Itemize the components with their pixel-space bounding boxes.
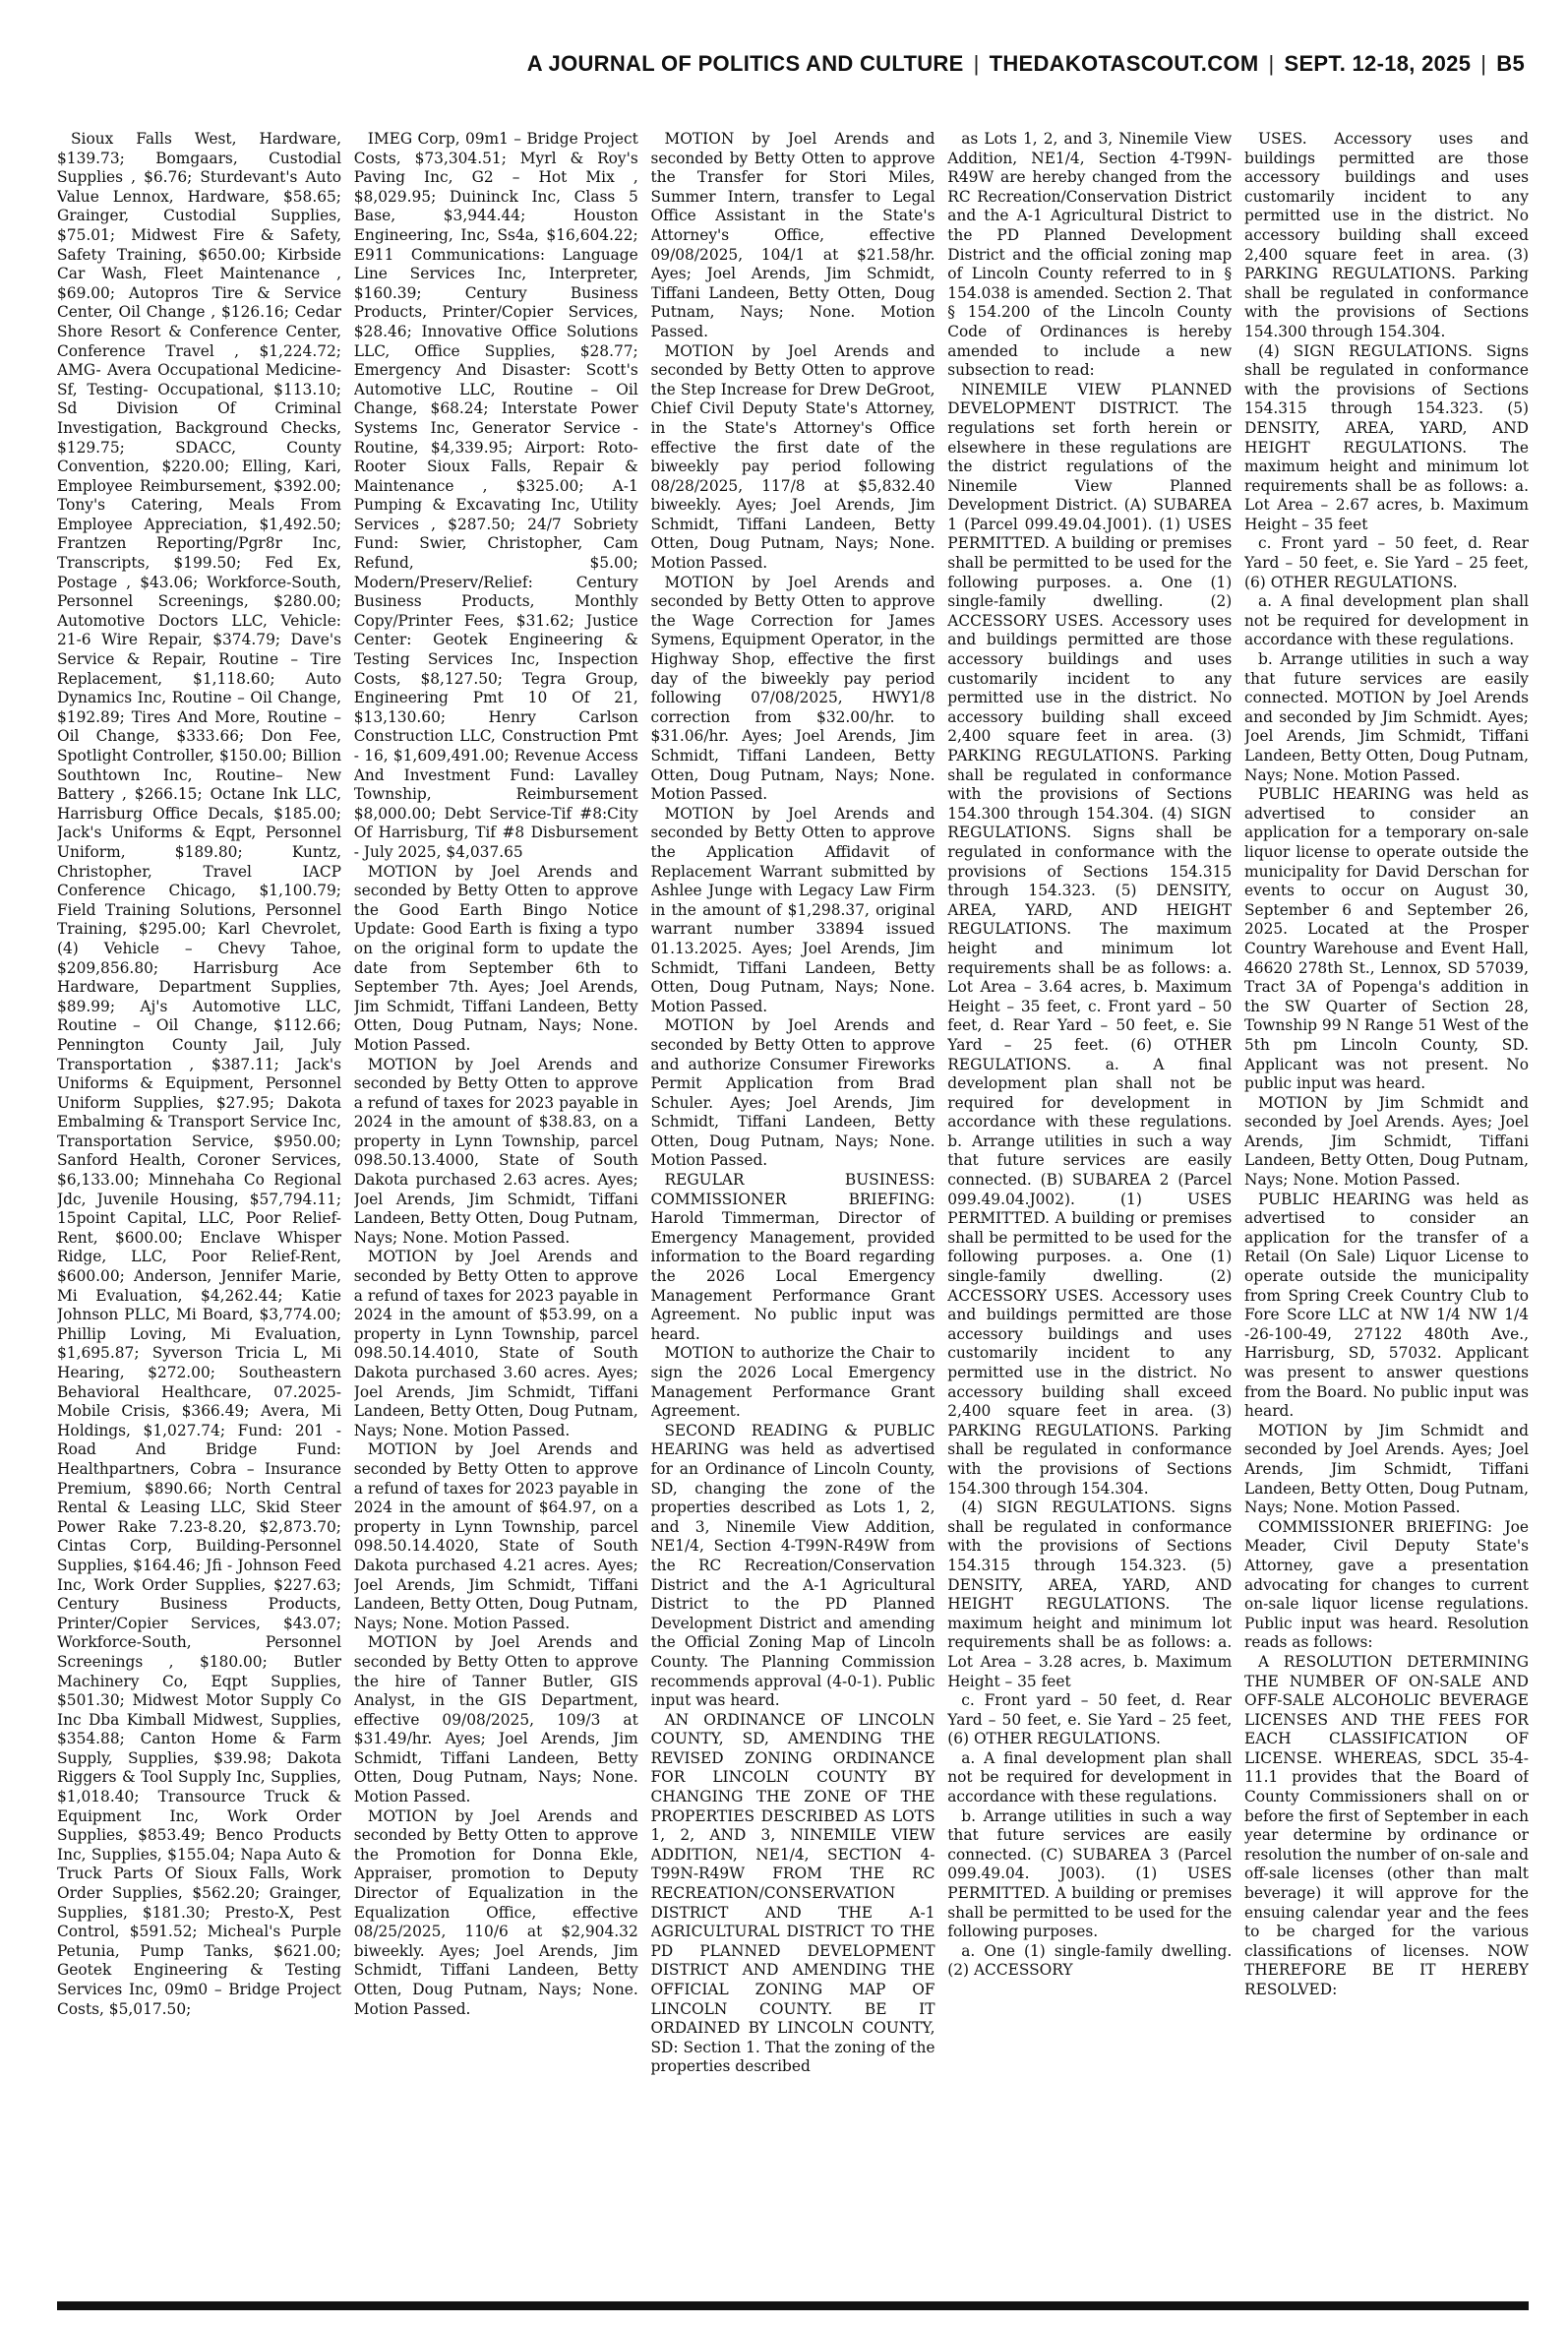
paragraph: MOTION by Joel Arends and seconded by Betty Otten to approve the Transfer for Stori Miles, Summer Intern, transfer to Legal Office Assistant in the State's Attorney's Office, effective 09/08/2025, 104/1 at $21.58/hr. Ayes; Joel Arends, Jim Schmidt, Tiffani Landeen, Betty Otten, Doug Putnam, Nays; None. Motion Passed. <box>650 130 935 340</box>
paragraph: MOTION by Joel Arends and seconded by Betty Otten to approve the hire of Tanner Butler, GIS Analyst, in the GIS Department, effective 09/08/2025, 109/3 at $31.49/hr. Ayes; Joel Arends, Jim Schmidt, Tiffani Landeen, Betty Otten, Doug Putnam, Nays; None. Motion Passed. <box>353 1633 638 1806</box>
paragraph: c. Front yard – 50 feet, d. Rear Yard – 50 feet, e. Sie Yard – 25 feet, (6) OTHER REGULATIONS. <box>1244 534 1529 591</box>
paragraph: SECOND READING & PUBLIC HEARING was held as advertised for an Ordinance of Lincoln County, SD, changing the zone of the properties described as Lots 1, 2, and 3, Ninemile View Addition, NE1/4, Section 4-T99N-R49W from the RC Recreation/Conservation District and the A-1 Agricultural District to the PD Planned Development District and amending the Official Zoning Map of Lincoln County. The Planning Commission recommends approval (4-0-1). Public input was heard. <box>650 1421 935 1710</box>
paragraph: Sioux Falls West, Hardware, $139.73; Bomgaars, Custodial Supplies , $6.76; Sturdevant's Auto Value Lennox, Hardware, $58.65; Grainger, Custodial Supplies, $75.01; Midwest Fire & Safety, Safety Training, $650.00; Kirbside Car Wash, Fleet Maintenance , $69.00; Autopros Tire & Service Center, Oil Change , $126.16; Cedar Shore Resort & Conference Center, Conference Travel , $1,224.72; AMG- Avera Occupational Medicine-Sf, Testing- Occupational, $113.10; Sd Division Of Criminal Investigation, Background Checks, $129.75; SDACC, County Convention, $220.00; Elling, Kari, Employee Reimbursement, $392.00; Tony's Catering, Meals From Employee Appreciation, $1,492.50; Frantzen Reporting/Pgr8r Inc, Transcripts, $199.50; Fed Ex, Postage , $43.06; Workforce-South, Personnel Screenings, $280.00; Automotive Doctors LLC, Vehicle: 21-6 Wire Repair, $374.79; Dave's Service & Repair, Routine – Tire Replacement, $1,118.60; Auto Dynamics Inc, Routine – Oil Change, $192.89; Tires And More, Routine – Oil Change, $333.66; Don Fee, Spotlight Controller, $150.00; Billion Southtown Inc, Routine– New Battery , $266.15; Octane Ink LLC, Harrisburg Office Decals, $185.00; Jack's Uniforms & Eqpt, Personnel Uniform, $189.80; Kuntz, Christopher, Travel IACP Conference Chicago, $1,100.79; Field Training Solutions, Personnel Training, $295.00; Karl Chevrolet, (4) Vehicle – Chevy Tahoe, $209,856.80; Harrisburg Ace Hardware, Department Supplies, $89.99; Aj's Automotive LLC, Routine – Oil Change, $112.66; Pennington County Jail, July Transportation , $387.11; Jack's Uniforms & Equipment, Personnel Uniform Supplies, $27.95; Dakota Embalming & Transport Service Inc, Transportation Service, $950.00; Sanford Health, Coroner Services, $6,133.00; Minnehaha Co Regional Jdc, Juvenile Housing, $57,794.11; 15point Capital, LLC, Poor Relief-Rent, $600.00; Enclave Whisper Ridge, LLC, Poor Relief-Rent, $600.00; Anderson, Jennifer Marie, Mi Evaluation, $4,262.44; Katie Johnson PLLC, Mi Board, $3,774.00; Phillip Loving, Mi Evaluation, $1,695.87; Syverson Tricia L, Mi Hearing, $272.00; Southeastern Behavioral Healthcare, 07.2025-Mobile Crisis, $366.49; Avera, Mi Holdings, $1,027.74; Fund: 201 - Road And Bridge Fund: Healthpartners, Cobra – Insurance Premium, $890.66; North Central Rental & Leasing LLC, Skid Steer Power Rake 7.23-8.20, $2,873.70; Cintas Corp, Building-Personnel Supplies, $164.46; Jfi - Johnson Feed Inc, Work Order Supplies, $227.63; Century Business Products, Printer/Copier Services, $43.07; Workforce-South, Personnel Screenings , $180.00; Butler Machinery Co, Eqpt Supplies, $501.30; Midwest Motor Supply Co Inc Dba Kimball Midwest, Supplies, $354.88; Canton Home & Farm Supply, Supplies, $39.98; Dakota Riggers & Tool Supply Inc, Supplies, $1,018.40; Transource Truck & Equipment Inc, Work Order Supplies, $853.49; Benco Products Inc, Supplies, $155.04; Napa Auto & Truck Parts Of Sioux Falls, Work Order Supplies, $562.20; Grainger, Supplies, $181.30; Presto-X, Pest Control, $591.52; Micheal's Purple Petunia, Pump Tanks, $621.00; Geotek Engineering & Testing Services Inc, 09m0 – Bridge Project Costs, $5,017.50; <box>57 130 341 2018</box>
paragraph: MOTION by Joel Arends and seconded by Betty Otten to approve the Good Earth Bingo Notice Update: Good Earth is fixing a typo on the original form to update the date from September 6th to September 7th. Ayes; Joel Arends, Jim Schmidt, Tiffani Landeen, Betty Otten, Doug Putnam, Nays; None. Motion Passed. <box>353 862 638 1054</box>
column-4 <box>947 130 1232 2296</box>
paragraph: b. Arrange utilities in such a way that future services are easily connected. (C) SUBAREA 3 (Parcel 099.49.04. J003). (1) USES PERMITTED. A building or premises shall be permitted to be used for the following purposes. <box>947 1806 1233 1941</box>
header-separator: | <box>1480 51 1487 76</box>
header-separator: | <box>1268 51 1275 76</box>
paragraph: as Lots 1, 2, and 3, Ninemile View Addition, NE1/4, Section 4-T99N-R49W are hereby changed from the RC Recreation/Conservation District and the A-1 Agricultural District to the PD Planned Development District and the official zoning map of Lincoln County referred to in § 154.038 is amended. Section 2. That § 154.200 of the Lincoln County Code of Ordinances is hereby amended to include a new subsection to read: <box>947 130 1233 380</box>
paragraph: A RESOLUTION DETERMINING THE NUMBER OF ON-SALE AND OFF-SALE ALCOHOLIC BEVERAGE LICENSES AND THE FEES FOR EACH CLASSIFICATION OF LICENSE. WHEREAS, SDCL 35-4-11.1 provides that the Board of County Commissioners shall on or before the first of September in each year determine by ordinance or resolution the number of on-sale and off-sale licenses (other than malt beverage) it will approve for the ensuing calendar year and the fees to be charged for the various classifications of licenses. NOW THEREFORE BE IT HEREBY RESOLVED: <box>1244 1652 1529 1998</box>
column-2 <box>354 130 638 2296</box>
paragraph: PUBLIC HEARING was held as advertised to consider an application for a temporary on-sale liquor license to operate outside the municipality for David Derschan for events to occur on August 30, September 6 and September 26, 2025. Located at the Prosper Country Warehouse and Event Hall, 46620 278th St., Lennox, SD 57039, Tract 3A of Popenga's addition in the SW Quarter of Section 28, Township 99 N Range 51 West of the 5th pm Lincoln County, SD. Applicant was not present. No public input was heard. <box>1244 785 1529 1093</box>
paragraph: MOTION by Jim Schmidt and seconded by Joel Arends. Ayes; Joel Arends, Jim Schmidt, Tiffani Landeen, Betty Otten, Doug Putnam, Nays; None. Motion Passed. <box>1244 1421 1529 1517</box>
paragraph: MOTION by Joel Arends and seconded by Betty Otten to approve the Application Affidavit of Replacement Warrant submitted by Ashlee Junge with Legacy Law Firm in the amount of $1,298.37, original warrant number 33894 issued 01.13.2025. Ayes; Joel Arends, Jim Schmidt, Tiffani Landeen, Betty Otten, Doug Putnam, Nays; None. Motion Passed. <box>650 804 935 1015</box>
paragraph: MOTION by Joel Arends and seconded by Betty Otten to approve and authorize Consumer Fireworks Permit Application from Brad Schuler. Ayes; Joel Arends, Jim Schmidt, Tiffani Landeen, Betty Otten, Doug Putnam, Nays; None. Motion Passed. <box>650 1016 935 1170</box>
paragraph: b. Arrange utilities in such a way that future services are easily connected. MOTION by Joel Arends and seconded by Jim Schmidt. Ayes; Joel Arends, Jim Schmidt, Tiffani Landeen, Betty Otten, Doug Putnam, Nays; None. Motion Passed. <box>1244 650 1529 784</box>
page-header <box>59 51 1525 85</box>
column-5 <box>1244 130 1529 2296</box>
paragraph: (4) SIGN REGULATIONS. Signs shall be regulated in conformance with the provisions of Sections 154.315 through 154.323. (5) DENSITY, AREA, YARD, AND HEIGHT REGULATIONS. The maximum height and minimum lot requirements shall be as follows: a. Lot Area – 2.67 acres, b. Maximum Height – 35 feet <box>1244 341 1529 533</box>
paragraph: c. Front yard – 50 feet, d. Rear Yard – 50 feet, e. Sie Yard – 25 feet, (6) OTHER REGULATIONS. <box>947 1691 1233 1748</box>
paragraph: USES. Accessory uses and buildings permitted are those accessory buildings and uses customarily incident to any permitted use in the district. No accessory building shall exceed 2,400 square feet in area. (3) PARKING REGULATIONS. Parking shall be regulated in conformance with the provisions of Sections 154.300 through 154.304. <box>1244 130 1529 340</box>
bottom-rule <box>57 2301 1529 2310</box>
paragraph: MOTION by Joel Arends and seconded by Betty Otten to approve a refund of taxes for 2023 payable in 2024 in the amount of $53.99, on a property in Lynn Township, parcel 098.50.14.4010, State of South Dakota purchased 3.60 acres. Ayes; Joel Arends, Jim Schmidt, Tiffani Landeen, Betty Otten, Doug Putnam, Nays; None. Motion Passed. <box>353 1248 638 1439</box>
paragraph: PUBLIC HEARING was held as advertised to consider an application for the transfer of a Retail (On Sale) Liquor License to operate outside the municipality from Spring Creek Country Club to Fore Score LLC at NW 1/4 NW 1/4 -26-100-49, 27122 480th Ave., Harrisburg, SD, 57032. Applicant was present to answer questions from the Board. No public input was heard. <box>1244 1190 1529 1421</box>
paragraph: a. A final development plan shall not be required for development in accordance with these regulations. <box>947 1748 1233 1806</box>
paragraph: MOTION by Joel Arends and seconded by Betty Otten to approve a refund of taxes for 2023 payable in 2024 in the amount of $38.83, on a property in Lynn Township, parcel 098.50.13.4000, State of South Dakota purchased 2.63 acres. Ayes; Joel Arends, Jim Schmidt, Tiffani Landeen, Betty Otten, Doug Putnam, Nays; None. Motion Passed. <box>353 1055 638 1247</box>
paragraph: IMEG Corp, 09m1 – Bridge Project Costs, $73,304.51; Myrl & Roy's Paving Inc, G2 – Hot Mix , $8,029.95; Duininck Inc, Class 5 Base, $3,944.44; Houston Engineering, Inc, Ss4a, $16,604.22; E911 Communications: Language Line Services Inc, Interpreter, $160.39; Century Business Products, Printer/Copier Services, $28.46; Innovative Office Solutions LLC, Office Supplies, $28.77; Emergency And Disaster: Scott's Automotive LLC, Routine – Oil Change, $68.24; Interstate Power Systems Inc, Generator Service - Routine, $4,339.95; Airport: Roto-Rooter Sioux Falls, Repair & Maintenance , $325.00; A-1 Pumping & Excavating Inc, Utility Services , $287.50; 24/7 Sobriety Fund: Swier, Christopher, Cam Refund, $5.00; Modern/Preserv/Relief: Century Business Products, Monthly Copy/Printer Fees, $31.62; Justice Center: Geotek Engineering & Testing Services Inc, Inspection Costs, $8,127.50; Tegra Group, Engineering Pmt 10 Of 21, $13,130.60; Henry Carlson Construction LLC, Construction Pmt - 16, $1,609,491.00; Revenue Access And Investment Fund: Lavalley Township, Reimbursement $8,000.00; Debt Service-Tif #8:City Of Harrisburg, Tif #8 Disbursement - July 2025, $4,037.65 <box>353 130 638 861</box>
paragraph: a. One (1) single-family dwelling. (2) ACCESSORY <box>947 1941 1233 1980</box>
column-3 <box>651 130 935 2296</box>
paragraph: MOTION by Joel Arends and seconded by Betty Otten to approve the Wage Correction for James Symens, Equipment Operator, in the Highway Shop, effective the first day of the biweekly pay period following 07/08/2025, HWY1/8 correction from $32.00/hr. to $31.06/hr. Ayes; Joel Arends, Jim Schmidt, Tiffani Landeen, Betty Otten, Doug Putnam, Nays; None. Motion Passed. <box>650 573 935 804</box>
paragraph: a. A final development plan shall not be required for development in accordance with these regulations. <box>1244 592 1529 649</box>
paragraph: COMMISSIONER BRIEFING: Joe Meader, Civil Deputy State's Attorney, gave a presentation advocating for changes to current on-sale liquor license regulations. Public input was heard. Resolution reads as follows: <box>1244 1517 1529 1652</box>
header-separator: | <box>973 51 980 76</box>
paragraph: MOTION by Jim Schmidt and seconded by Joel Arends. Ayes; Joel Arends, Jim Schmidt, Tiffani Landeen, Betty Otten, Doug Putnam, Nays; None. Motion Passed. <box>1244 1093 1529 1190</box>
paragraph: REGULAR BUSINESS: COMMISSIONER BRIEFING: Harold Timmerman, Director of Emergency Management, provided information to the Board regarding the 2026 Local Emergency Management Performance Grant Agreement. No public input was heard. <box>650 1171 935 1343</box>
paragraph: NINEMILE VIEW PLANNED DEVELOPMENT DISTRICT. The regulations set forth herein or elsewhere in these regulations are the district regulations of the Ninemile View Planned Development District. (A) SUBAREA 1 (Parcel 099.49.04.J001). (1) USES PERMITTED. A building or premises shall be permitted to be used for the following purposes. a. One (1) single-family dwelling. (2) ACCESSORY USES. Accessory uses and buildings permitted are those accessory buildings and uses customarily incident to any permitted use in the district. No accessory building shall exceed 2,400 square feet in area. (3) PARKING REGULATIONS. Parking shall be regulated in conformance with the provisions of Sections 154.300 through 154.304. (4) SIGN REGULATIONS. Signs shall be regulated in conformance with the provisions of Sections 154.315 through 154.323. (5) DENSITY, AREA, YARD, AND HEIGHT REGULATIONS. The maximum height and minimum lot requirements shall be as follows: a. Lot Area – 3.64 acres, b. Maximum Height – 35 feet, c. Front yard – 50 feet, d. Rear Yard – 50 feet, e. Sie Yard – 25 feet. (6) OTHER REGULATIONS. a. A final development plan shall not be required for development in accordance with these regulations. b. Arrange utilities in such a way that future services are easily connected. (B) SUBAREA 2 (Parcel 099.49.04.J002). (1) USES PERMITTED. A building or premises shall be permitted to be used for the following purposes. a. One (1) single-family dwelling. (2) ACCESSORY USES. Accessory uses and buildings permitted are those accessory buildings and uses customarily incident to any permitted use in the district. No accessory building shall exceed 2,400 square feet in area. (3) PARKING REGULATIONS. Parking shall be regulated in conformance with the provisions of Sections 154.300 through 154.304. <box>947 380 1233 1498</box>
text-columns <box>57 130 1529 2296</box>
paragraph: AN ORDINANCE OF LINCOLN COUNTY, SD, AMENDING THE REVISED ZONING ORDINANCE FOR LINCOLN COUNTY BY CHANGING THE ZONE OF THE PROPERTIES DESCRIBED AS LOTS 1, 2, AND 3, NINEMILE VIEW ADDITION, NE1/4, SECTION 4-T99N-R49W FROM THE RC RECREATION/CONSERVATION DISTRICT AND THE A-1 AGRICULTURAL DISTRICT TO THE PD PLANNED DEVELOPMENT DISTRICT AND AMENDING THE OFFICIAL ZONING MAP OF LINCOLN COUNTY. BE IT ORDAINED BY LINCOLN COUNTY, SD: Section 1. That the zoning of the properties described <box>650 1710 935 2076</box>
paragraph: MOTION by Joel Arends and seconded by Betty Otten to approve the Promotion for Donna Ekle, Appraiser, promotion to Deputy Director of Equalization in the Equalization Office, effective 08/25/2025, 110/6 at $2,904.32 biweekly. Ayes; Joel Arends, Jim Schmidt, Tiffani Landeen, Betty Otten, Doug Putnam, Nays; None. Motion Passed. <box>353 1806 638 2018</box>
issue-date: SEPT. 12-18, 2025 <box>1284 51 1472 76</box>
page-number: B5 <box>1496 51 1525 76</box>
paragraph: MOTION by Joel Arends and seconded by Betty Otten to approve a refund of taxes for 2023 payable in 2024 in the amount of $64.97, on a property in Lynn Township, parcel 098.50.14.4020, State of South Dakota purchased 4.21 acres. Ayes; Joel Arends, Jim Schmidt, Tiffani Landeen, Betty Otten, Doug Putnam, Nays; None. Motion Passed. <box>353 1440 638 1632</box>
journal-tagline: A JOURNAL OF POLITICS AND CULTURE <box>526 51 964 76</box>
paragraph: MOTION by Joel Arends and seconded by Betty Otten to approve the Step Increase for Drew DeGroot, Chief Civil Deputy State's Attorney, in the State's Attorney's Office effective the first date of the biweekly pay period following 08/28/2025, 117/8 at $5,832.40 biweekly. Ayes; Joel Arends, Jim Schmidt, Tiffani Landeen, Betty Otten, Doug Putnam, Nays; None. Motion Passed. <box>650 341 935 573</box>
site-name: THEDAKOTASCOUT.COM <box>989 51 1259 76</box>
paragraph: MOTION to authorize the Chair to sign the 2026 Local Emergency Management Performance Grant Agreement. <box>650 1344 935 1421</box>
column-1 <box>57 130 341 2296</box>
paragraph: (4) SIGN REGULATIONS. Signs shall be regulated in conformance with the provisions of Sections 154.315 through 154.323. (5) DENSITY, AREA, YARD, AND HEIGHT REGULATIONS. The maximum height and minimum lot requirements shall be as follows: a. Lot Area – 3.28 acres, b. Maximum Height – 35 feet <box>947 1499 1233 1690</box>
